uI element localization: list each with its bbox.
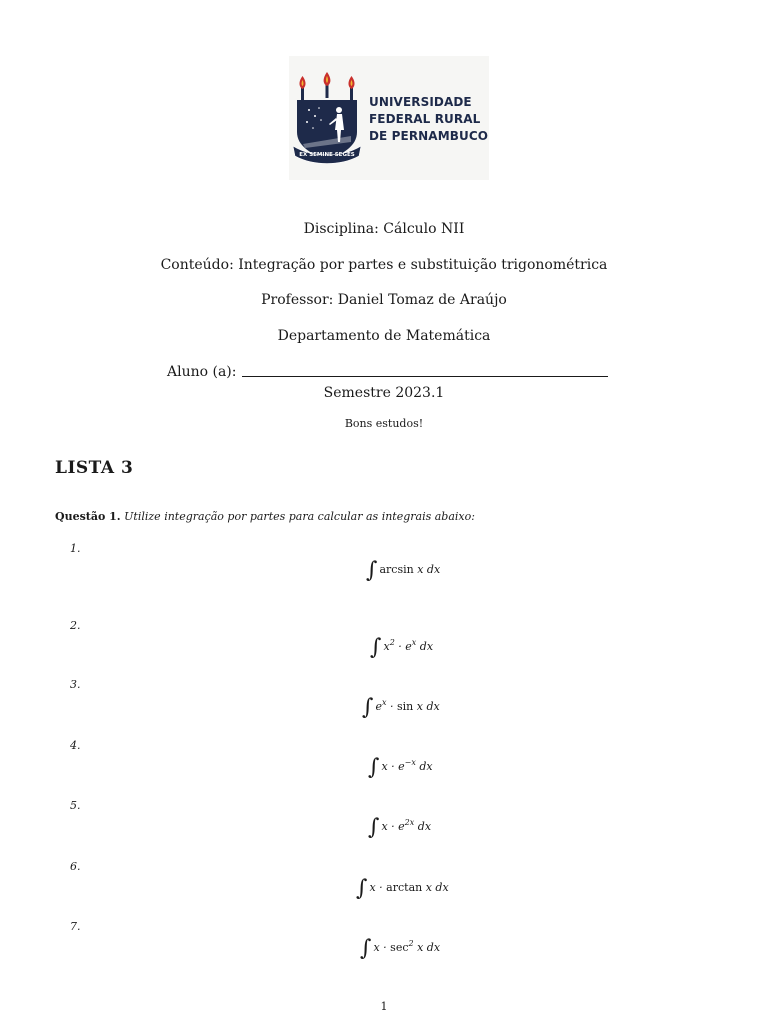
logo-motto: EX SEMINE SEGES [299,152,355,158]
question-label: Questão 1. [55,510,121,523]
integral-4: ∫ $x \cdot e^{-x}$ dx [368,755,433,780]
aluno-name-line [242,376,608,377]
integral-sign: ∫ [368,755,380,780]
integral-7: ∫ $x \cdot \sec^2 x$ dx [360,936,441,961]
integral-sign: ∫ [366,558,378,583]
item-number-1: 1. [70,542,81,555]
university-name [369,94,488,145]
integral-6: ∫ x · arctan x dx [356,876,449,901]
integral-sign: ∫ [356,876,368,901]
disciplina-line: Disciplina: Cálculo NII [303,221,465,237]
professor-line: Professor: Daniel Tomaz de Araújo [261,292,507,308]
item-number-4: 4. [70,739,81,752]
integral-sign: ∫ [368,815,380,840]
university-name-line-3: DE PERNAMBUCO [369,129,489,143]
question-text: Utilize integração por partes para calcular as integrais abaixo: [124,510,475,523]
semestre-line: Semestre 2023.1 [323,385,445,401]
university-name-line-1: UNIVERSIDADE [369,95,472,109]
page-number: 1 [380,1000,388,1013]
item-number-6: 6. [70,860,81,873]
integral-sign: ∫ [370,635,382,660]
integral-sign: ∫ [360,936,372,961]
item-number-2: 2. [70,619,81,632]
item-number-7: 7. [70,920,81,933]
question-statement [55,510,475,523]
integral-3: ∫ $e^x \cdot \sin x$ dx [362,695,440,720]
conteudo-line: Conteúdo: Integração por partes e substituição trigonométrica [160,257,608,273]
list-title: LISTA 3 [55,458,134,478]
integral-2: ∫ $x^2 \cdot e^x$ dx [370,635,434,660]
integral-sign: ∫ [362,695,374,720]
integral-5: ∫ $x \cdot e^{2x}$ dx [368,815,432,840]
university-name-line-2: FEDERAL RURAL [369,112,481,126]
university-shield-emblem [293,72,361,168]
aluno-label: Aluno (a): [167,364,237,380]
integral-1: ∫ arcsin x dx [366,558,441,583]
departamento-line: Departamento de Matemática [277,328,491,344]
item-number-3: 3. [70,678,81,691]
item-number-5: 5. [70,799,81,812]
bons-estudos: Bons estudos! [344,417,424,430]
university-logo [289,56,489,180]
